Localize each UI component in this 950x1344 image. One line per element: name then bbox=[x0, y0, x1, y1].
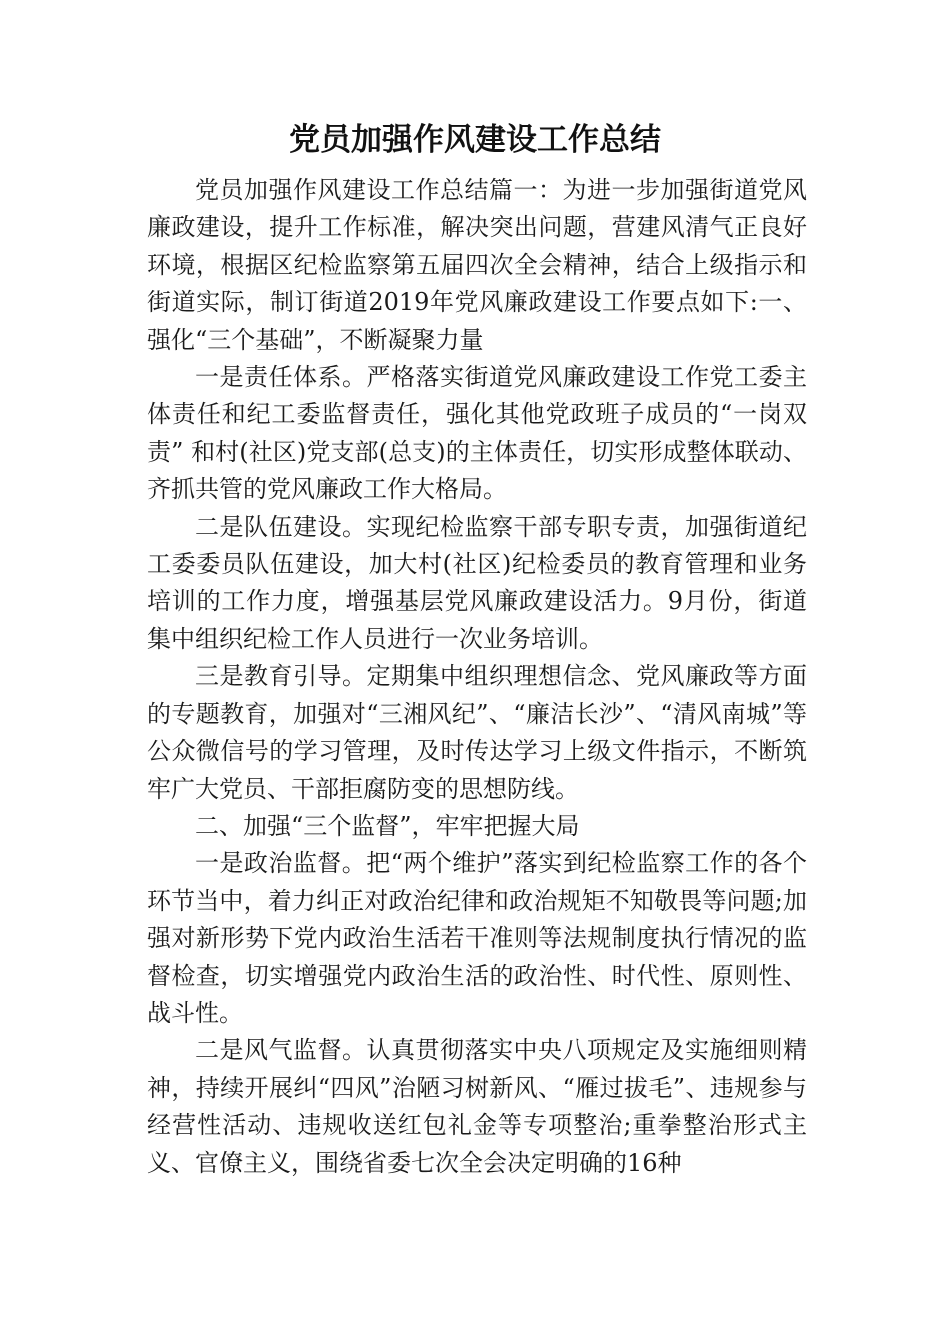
paragraph-intro: 党员加强作风建设工作总结篇一：为进一步加强街道党风廉政建设，提升工作标准，解决突出问题，营建风清气正良好环境，根据区纪检监察第五届四次全会精神，结合上级指示和街道实际，制订街道2019年党风廉政建设工作要点如下:一、强化“三个基础”，不断凝聚力量 bbox=[147, 176, 807, 354]
section-heading-supervision: 二、加强“三个监督”，牢牢把握大局 bbox=[195, 811, 580, 840]
paragraph-team-building: 二是队伍建设。实现纪检监察干部专职专责，加强街道纪工委委员队伍建设，加大村(社区)纪检委员的教育管理和业务培训的工作力度，增强基层党风廉政建设活力。9月份，街道集中组织纪检工作人员进行一次业务培训。 bbox=[147, 512, 807, 653]
paragraph-responsibility: 一是责任体系。严格落实街道党风廉政建设工作党工委主体责任和纪工委监督责任，强化其他党政班子成员的“一岗双责” 和村(社区)党支部(总支)的主体责任，切实形成整体联动、齐抓共管的党风廉政工作大格局。 bbox=[147, 363, 807, 504]
paragraph-conduct-supervision: 二是风气监督。认真贯彻落实中央八项规定及实施细则精神，持续开展纠“四风”治陋习树新风、“雁过拔毛”、违规参与经营性活动、违规收送红包礼金等专项整治;重拳整治形式主义、官僚主义，围绕省委七次全会决定明确的16种 bbox=[147, 1036, 807, 1177]
document-body bbox=[147, 172, 807, 1182]
paragraph-political-supervision: 一是政治监督。把“两个维护”落实到纪检监察工作的各个环节当中，着力纠正对政治纪律和政治规矩不知敬畏等问题;加强对新形势下党内政治生活若干准则等法规制度执行情况的监督检查，切实增强党内政治生活的政治性、时代性、原则性、战斗性。 bbox=[147, 849, 807, 1027]
document-title: 党员加强作风建设工作总结 bbox=[289, 122, 661, 158]
paragraph-education: 三是教育引导。定期集中组织理想信念、党风廉政等方面的专题教育，加强对“三湘风纪”、“廉洁长沙”、“清风南城”等公众微信号的学习管理，及时传达学习上级文件指示，不断筑牢广大党员、干部拒腐防变的思想防线。 bbox=[147, 662, 807, 803]
